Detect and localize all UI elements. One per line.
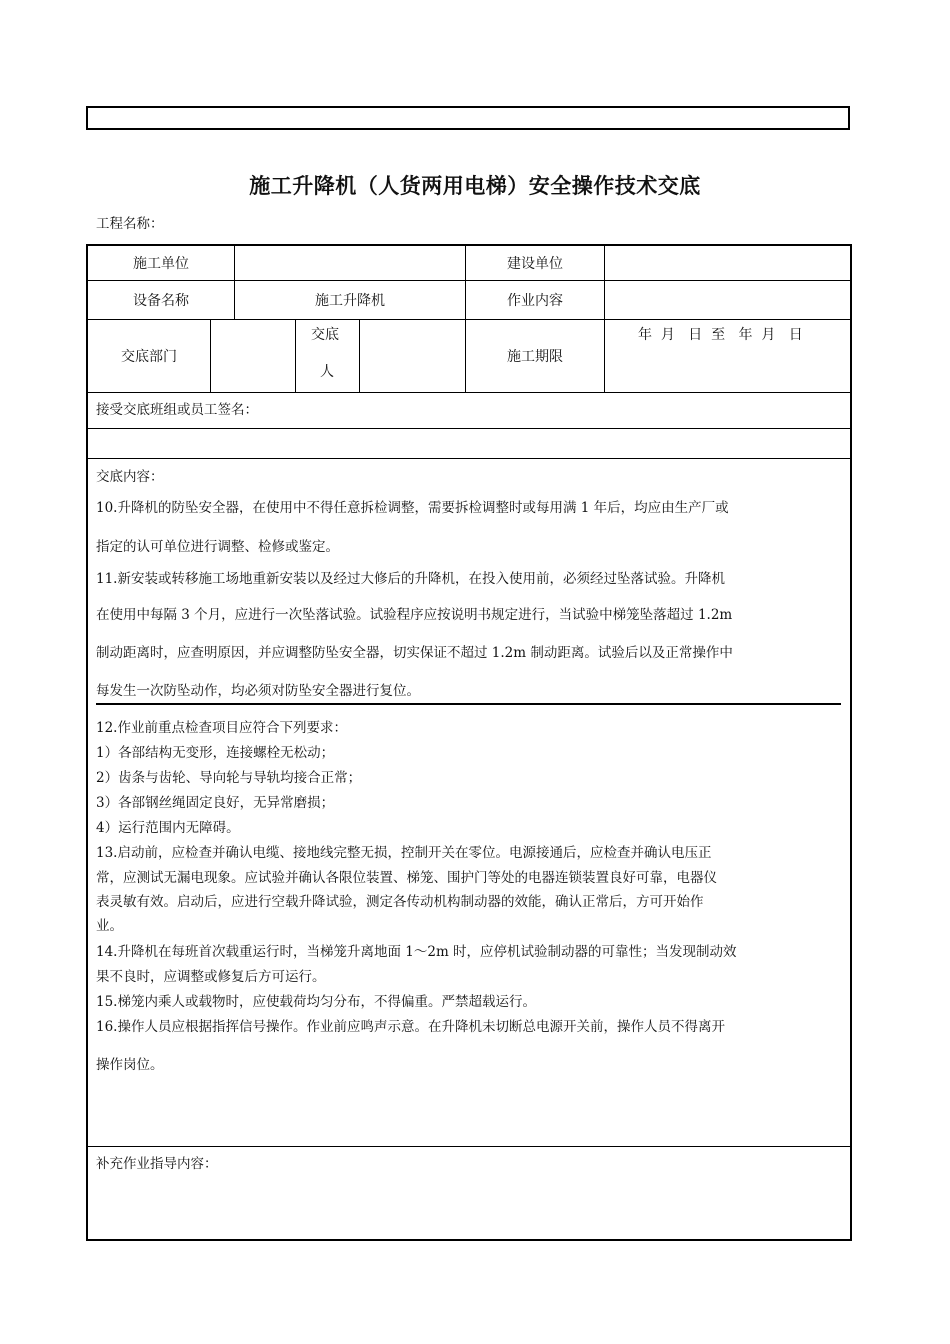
construction-unit-value[interactable] — [235, 246, 465, 280]
row-divider — [87, 392, 850, 393]
content-line: 2）齿条与齿轮、导向轮与导轨均接合正常； — [96, 770, 362, 786]
equipment-value: 施工升降机 — [315, 293, 385, 309]
content-line: 13.启动前，应检查并确认电缆、接地线完整无损，控制开关在零位。电源接通后，应检查并确认电压正 — [96, 845, 712, 861]
content-line: 业。 — [96, 918, 123, 934]
content-divider — [96, 703, 841, 705]
person-value[interactable] — [360, 320, 465, 392]
page-title: 施工升降机（人货两用电梯）安全操作技术交底 — [249, 174, 701, 198]
content-line: 14.升降机在每班首次载重运行时，当梯笼升离地面 1～2m 时，应停机试验制动器的可靠性；当发现制动效 — [96, 944, 737, 960]
dept-label: 交底部门 — [121, 349, 177, 365]
equipment-label: 设备名称 — [133, 293, 189, 309]
content-line: 表灵敏有效。启动后，应进行空载升降试验，测定各传动机构制动器的效能，确认正常后，方可开始作 — [96, 894, 704, 910]
content-line: 3）各部钢丝绳固定良好，无异常磨损； — [96, 795, 335, 811]
construction-unit-label: 施工单位 — [133, 256, 189, 272]
content-line: 1）各部结构无变形，连接螺栓无松动； — [96, 745, 335, 761]
dept-value[interactable] — [211, 320, 295, 392]
col-divider — [295, 319, 296, 392]
signature-label: 接受交底班组或员工签名： — [96, 402, 258, 418]
content-line: 果不良时，应调整或修复后方可运行。 — [96, 969, 326, 985]
content-line: 11.新安装或转移施工场地重新安装以及经过大修后的升降机，在投入使用前，必须经过坠落试验。升降机 — [96, 571, 725, 587]
owner-unit-value[interactable] — [605, 246, 850, 280]
work-content-label: 作业内容 — [507, 293, 563, 309]
period-value: 年 月 日 至 年 月 日 — [638, 327, 803, 343]
person-label-line2: 人 — [320, 364, 334, 380]
project-name-label: 工程名称： — [96, 216, 164, 232]
content-line: 10.升降机的防坠安全器，在使用中不得任意拆检调整，需要拆检调整时或每用满 1 年后，均应由生产厂或 — [96, 500, 729, 516]
content-line: 4）运行范围内无障碍。 — [96, 820, 240, 836]
content-line: 指定的认可单位进行调整、检修或鉴定。 — [96, 539, 339, 555]
header-box — [86, 106, 850, 130]
row-divider — [87, 1146, 850, 1147]
content-line: 制动距离时，应查明原因，并应调整防坠安全器，切实保证不超过 1.2m 制动距离。试验后以及正常操作中 — [96, 645, 733, 661]
row-divider — [87, 458, 850, 459]
content-line: 常，应测试无漏电现象。应试验并确认各限位装置、梯笼、围护门等处的电器连锁装置良好可靠，电器仪 — [96, 870, 717, 886]
content-line: 在使用中每隔 3 个月，应进行一次坠落试验。试验程序应按说明书规定进行，当试验中梯笼坠落超过 1.2m — [96, 607, 733, 623]
owner-unit-label: 建设单位 — [507, 256, 563, 272]
signature-field[interactable] — [88, 429, 850, 458]
work-content-value[interactable] — [605, 281, 850, 319]
content-line: 16.操作人员应根据指挥信号操作。作业前应鸣声示意。在升降机未切断总电源开关前，操作人员不得离开 — [96, 1019, 725, 1035]
supplement-label: 补充作业指导内容： — [96, 1156, 218, 1172]
content-line: 12.作业前重点检查项目应符合下列要求： — [96, 720, 347, 736]
person-label-line1: 交底 — [311, 327, 339, 343]
content-line: 15.梯笼内乘人或载物时，应使载荷均匀分布，不得偏重。严禁超载运行。 — [96, 994, 536, 1010]
period-label: 施工期限 — [507, 349, 563, 365]
content-line: 每发生一次防坠动作，均必须对防坠安全器进行复位。 — [96, 683, 420, 699]
content-label: 交底内容： — [96, 469, 164, 485]
content-line: 操作岗位。 — [96, 1057, 164, 1073]
